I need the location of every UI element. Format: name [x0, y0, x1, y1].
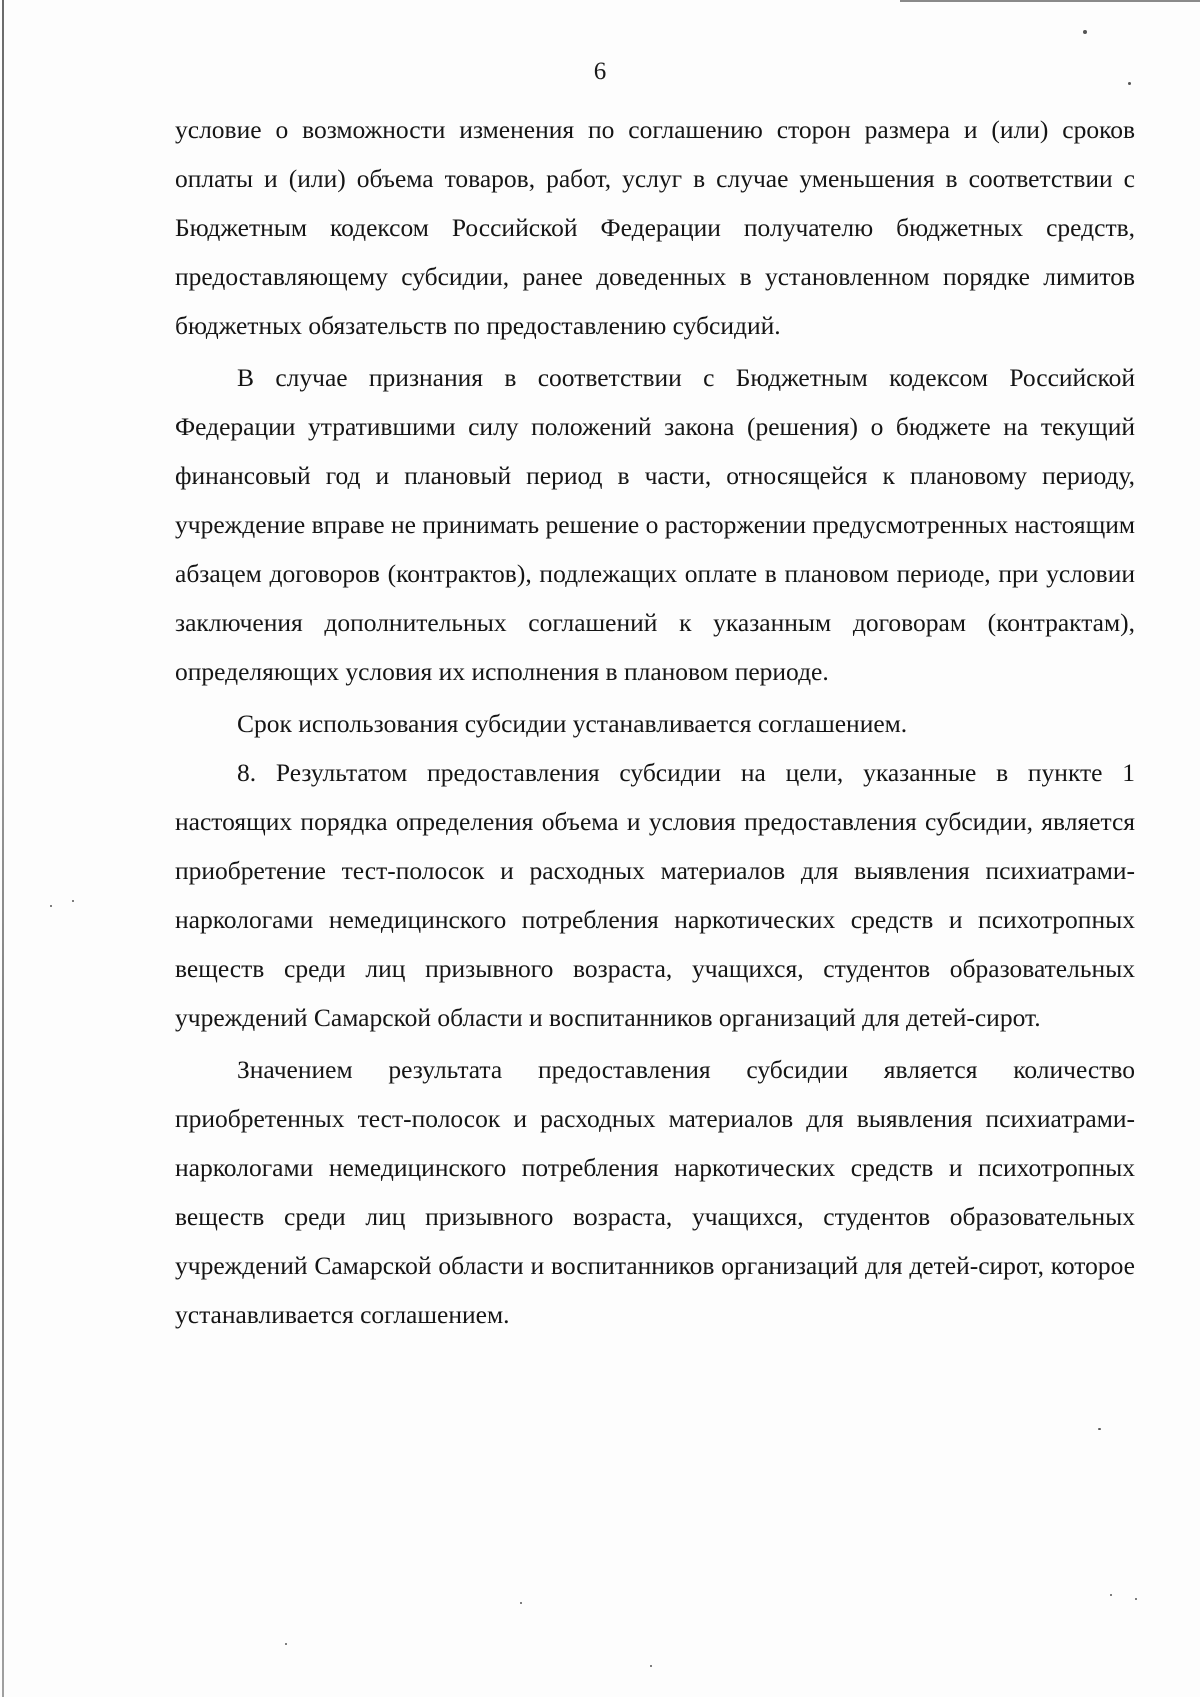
scan-speck: [1083, 30, 1087, 34]
scan-edge-left: [2, 0, 4, 1697]
page-number: 6: [593, 58, 607, 85]
scan-speck: [1110, 1594, 1112, 1596]
body-text: [175, 105, 1135, 1339]
scan-speck: [650, 1665, 652, 1667]
scan-edge-top: [900, 0, 1200, 2]
scan-speck: [1128, 82, 1131, 85]
paragraph-2: В случае признания в соответствии с Бюджетным кодексом Российской Федерации утратившими силу положений закона (решения) о бюджете на текущий финансовый год и плановый период в части, относящейся к плановому периоду, учреждение вправе не принимать решение о расторжении предусмотренных настоящим абзацем договоров (контрактов), подлежащих оплате в плановом периоде, при условии заключения дополнительных соглашений к указанным договорам (контрактам), определяющих условия их исполнения в плановом периоде.: [175, 363, 1135, 686]
paragraph-3: Срок использования субсидии устанавливается соглашением.: [237, 709, 908, 738]
paragraph-4: 8. Результатом предоставления субсидии на цели, указанные в пункте 1 настоящих порядка определения объема и условия предоставления субсидии, является приобретение тест-полосок и расходных материалов для выявления психиатрами-наркологами немедицинского потребления наркотических средств и психотропных веществ среди лиц призывного возраста, учащихся, студентов образовательных учреждений Самарской области и воспитанников организаций для детей-сирот.: [175, 758, 1135, 1032]
paragraph-1: условие о возможности изменения по соглашению сторон размера и (или) сроков оплаты и (или) объема товаров, работ, услуг в случае уменьшения в соответствии с Бюджетным кодексом Российской Федерации получателю бюджетных средств, предоставляющему субсидии, ранее доведенных в установленном порядке лимитов бюджетных обязательств по предоставлению субсидий.: [175, 115, 1135, 340]
scan-speck: [520, 1602, 522, 1604]
scan-speck: [1135, 1598, 1137, 1600]
scan-speck: [50, 905, 52, 907]
paragraph-5: Значением результата предоставления субсидии является количество приобретенных тест-полосок и расходных материалов для выявления психиатрами-наркологами немедицинского потребления наркотических средств и психотропных веществ среди лиц призывного возраста, учащихся, студентов образовательных учреждений Самарской области и воспитанников организаций для детей-сирот, которое устанавливается соглашением.: [175, 1055, 1135, 1329]
scan-speck: [285, 1643, 287, 1645]
scan-speck: [1098, 1428, 1101, 1430]
scan-speck: [72, 900, 74, 902]
